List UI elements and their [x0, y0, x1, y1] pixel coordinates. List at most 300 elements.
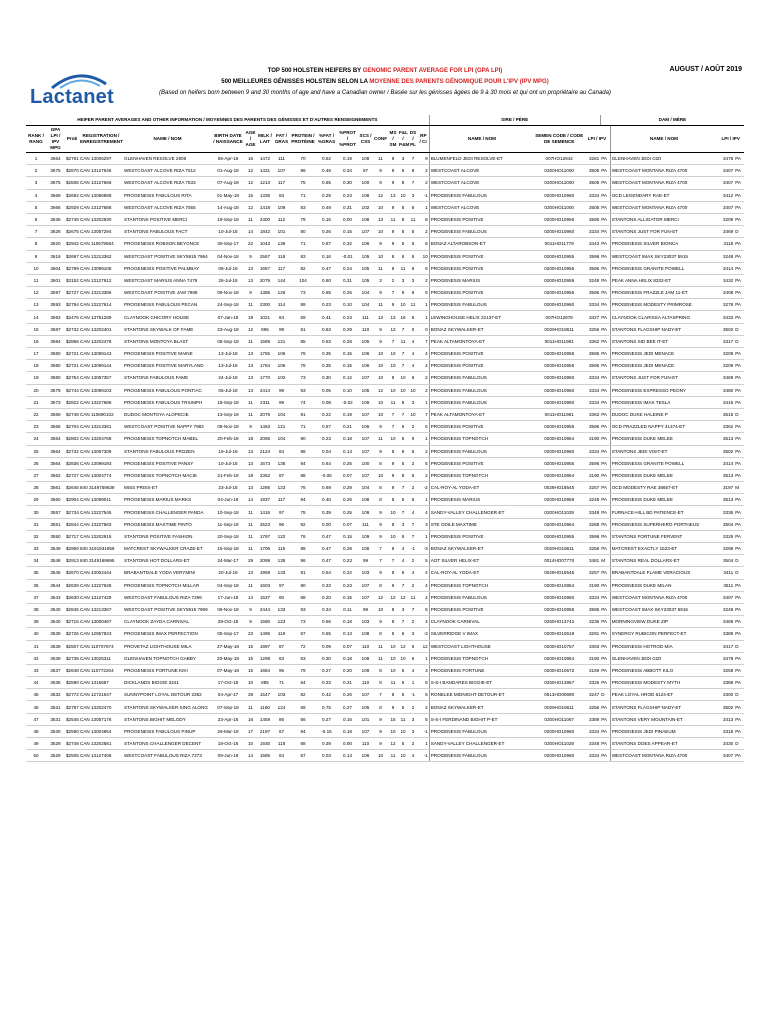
- table-cell: 1043: [257, 238, 273, 250]
- table-cell: 43: [26, 664, 46, 676]
- table-cell: 3197: [717, 482, 734, 494]
- table-cell: 3248: [717, 603, 734, 615]
- table-cell: 3540: [46, 603, 65, 615]
- table-cell: PROGENESIS FABULOUS: [429, 591, 534, 603]
- table-row: [26, 189, 744, 201]
- table-cell: 3443: [584, 238, 600, 250]
- table-cell: 5: [26, 201, 46, 213]
- table-cell: 76: [290, 482, 316, 494]
- table-cell: 7: [373, 689, 388, 701]
- table-cell: PA: [600, 262, 610, 274]
- table-cell: 48: [26, 725, 46, 737]
- table-cell: 22: [244, 238, 257, 250]
- table-cell: 2099: [257, 555, 273, 567]
- table-cell: 107: [358, 689, 373, 701]
- table-cell: STANTONS FABULOUS FACT: [123, 226, 212, 238]
- table-cell: 106: [358, 421, 373, 433]
- table-cell: PA: [734, 433, 744, 445]
- table-cell: 3: [408, 725, 418, 737]
- table-cell: 18: [26, 360, 46, 372]
- table-row: [26, 262, 744, 274]
- table-cell: 3596: [584, 530, 600, 542]
- table-cell: $2794: [65, 299, 79, 311]
- table-cell: 0.26: [337, 494, 358, 506]
- table-cell: 3393: [584, 640, 600, 652]
- table-cell: 3666: [46, 201, 65, 213]
- table-cell: 5: [398, 664, 408, 676]
- table-row: [26, 408, 744, 420]
- table-cell: 3543: [46, 591, 65, 603]
- table-cell: D: [734, 408, 744, 420]
- table-cell: PROGENESIS MODESTY MYTH: [610, 677, 717, 689]
- table-cell: 7: [373, 555, 388, 567]
- table-cell: PROVETAZ LIGHTHOUSE MILA: [123, 640, 212, 652]
- table-cell: 0513HO00690: [534, 689, 584, 701]
- table-cell: 4: [408, 348, 418, 360]
- table-cell: 2: [418, 445, 429, 457]
- table-cell: 3190: [584, 433, 600, 445]
- table-cell: 106: [273, 360, 290, 372]
- table-cell: PA: [734, 372, 744, 384]
- table-cell: $2721: [65, 348, 79, 360]
- table-cell: 17-Oct-18: [212, 677, 244, 689]
- table-cell: SYNERGY RUBICON PERFECT-ET: [610, 628, 717, 640]
- table-cell: 3190: [584, 579, 600, 591]
- table-cell: 20-Feb-18: [212, 433, 244, 445]
- table-cell: PROGENESIS MARIUS: [429, 494, 534, 506]
- table-cell: 106: [358, 348, 373, 360]
- table-cell: 3505: [584, 201, 600, 213]
- table-cell: 3530: [46, 725, 65, 737]
- table-cell: 0.29: [337, 482, 358, 494]
- table-row: [26, 323, 744, 335]
- table-cell: 0: [408, 323, 418, 335]
- table-cell: 0.69: [316, 482, 337, 494]
- table-cell: 3414: [717, 262, 734, 274]
- table-row: [26, 664, 744, 676]
- table-cell: CAN 13127429: [79, 591, 123, 603]
- table-cell: PA: [600, 153, 610, 165]
- column-header: SCS / CSS: [358, 126, 373, 153]
- table-cell: 0.15: [337, 226, 358, 238]
- table-cell: 5: [398, 701, 408, 713]
- table-cell: 24-Mar-17: [212, 555, 244, 567]
- table-cell: PA: [734, 591, 744, 603]
- table-cell: 109: [358, 396, 373, 408]
- table-cell: 17-Jun-18: [212, 591, 244, 603]
- table-cell: 0.65: [316, 177, 337, 189]
- table-cell: PA: [600, 372, 610, 384]
- table-cell: 11: [373, 299, 388, 311]
- table-cell: PA: [734, 262, 744, 274]
- table-cell: $2836: [65, 457, 79, 469]
- table-cell: 10: [26, 262, 46, 274]
- table-cell: 3596: [584, 603, 600, 615]
- table-cell: 3504: [717, 518, 734, 530]
- table-cell: 121: [273, 335, 290, 347]
- table-cell: 106: [358, 360, 373, 372]
- table-row: [26, 640, 744, 652]
- table-row: [26, 177, 744, 189]
- table-row: [26, 677, 744, 689]
- table-cell: 21-Feb-18: [212, 469, 244, 481]
- table-cell: 3593: [46, 299, 65, 311]
- table-cell: 10: [373, 603, 388, 615]
- table-cell: PROGENESIS JEDI PINAEUM: [610, 725, 717, 737]
- table-cell: 6: [418, 262, 429, 274]
- table-cell: 111: [358, 518, 373, 530]
- table-cell: 9: [373, 616, 388, 628]
- table-cell: 14: [244, 750, 257, 762]
- table-cell: 71: [290, 189, 316, 201]
- table-cell: PA: [600, 238, 610, 250]
- table-cell: 0200HO10960: [534, 725, 584, 737]
- table-cell: 1472: [257, 153, 273, 165]
- table-cell: CLAYNOOK CARNIVAL: [429, 616, 534, 628]
- table-cell: 107: [358, 408, 373, 420]
- table-cell: BONAZ ALTAROBSON-ET: [429, 238, 534, 250]
- table-cell: 11: [244, 543, 257, 555]
- table-cell: $2929: [65, 201, 79, 213]
- table-cell: 0029HO18611: [534, 701, 584, 713]
- table-cell: CAN 13025311: [79, 652, 123, 664]
- table-cell: 7: [398, 360, 408, 372]
- table-cell: PA: [600, 421, 610, 433]
- table-cell: 11: [244, 530, 257, 542]
- table-body: [26, 153, 744, 762]
- table-row: [26, 701, 744, 713]
- table-cell: 13: [373, 311, 388, 323]
- table-cell: 3480: [717, 384, 734, 396]
- table-cell: 95: [273, 664, 290, 676]
- table-cell: 101: [358, 713, 373, 725]
- table-cell: -0.01: [337, 250, 358, 262]
- table-cell: 3: [418, 518, 429, 530]
- table-cell: 106: [358, 543, 373, 555]
- table-cell: 117: [273, 494, 290, 506]
- table-cell: 0.65: [316, 287, 337, 299]
- lactanet-logo: [30, 72, 125, 106]
- table-cell: 3209: [717, 348, 734, 360]
- table-cell: 0.29: [337, 323, 358, 335]
- table-cell: 0.33: [316, 677, 337, 689]
- table-cell: 110: [358, 640, 373, 652]
- table-cell: 0.11: [337, 603, 358, 615]
- table-cell: 105: [358, 274, 373, 286]
- table-cell: 8: [373, 628, 388, 640]
- table-cell: WESTCOAST ALCOVE RIZA 7555: [123, 201, 212, 213]
- table-cell: 23: [244, 628, 257, 640]
- table-cell: 3: [408, 713, 418, 725]
- table-cell: 40: [26, 628, 46, 640]
- table-cell: 0.41: [316, 311, 337, 323]
- table-cell: CAN 13227688: [79, 396, 123, 408]
- table-cell: PROGENESIS GRANITE POWELL: [610, 262, 717, 274]
- table-cell: 97: [273, 579, 290, 591]
- table-cell: 7: [418, 408, 429, 420]
- table-cell: 3531: [46, 713, 65, 725]
- table-cell: CAN 110690102: [79, 408, 123, 420]
- table-cell: 0.24: [337, 262, 358, 274]
- table-cell: 9: [373, 713, 388, 725]
- table-cell: 3408: [717, 287, 734, 299]
- table-cell: PA: [734, 274, 744, 286]
- table-cell: 1385: [257, 287, 273, 299]
- table-cell: 9: [388, 579, 398, 591]
- table-cell: 9: [244, 250, 257, 262]
- table-cell: 2: [418, 701, 429, 713]
- table-cell: 3505: [584, 177, 600, 189]
- table-row: [26, 372, 744, 384]
- table-cell: 10: [388, 433, 398, 445]
- table-cell: 3478: [717, 153, 734, 165]
- table-cell: 2300: [257, 299, 273, 311]
- table-cell: 6: [408, 445, 418, 457]
- table-cell: 0200HO11067: [534, 713, 584, 725]
- table-cell: 94: [290, 725, 316, 737]
- table-cell: 007HO12978: [534, 311, 584, 323]
- table-cell: 0200HO10960: [534, 226, 584, 238]
- table-cell: 11: [373, 640, 388, 652]
- table-row: [26, 725, 744, 737]
- table-cell: 0.13: [337, 628, 358, 640]
- table-cell: 2: [418, 177, 429, 189]
- table-cell: 2: [408, 616, 418, 628]
- table-cell: CAN 13204768: [79, 433, 123, 445]
- table-cell: 06-Nov-18: [212, 603, 244, 615]
- table-cell: 18-Sep-18: [212, 396, 244, 408]
- table-cell: 97: [273, 506, 290, 518]
- table-cell: PA: [600, 603, 610, 615]
- table-cell: STANTONS DOES APPEAR-ET: [610, 738, 717, 750]
- table-cell: PROGENESIS GRANITE POWELL: [610, 457, 717, 469]
- table-cell: 0.26: [337, 689, 358, 701]
- table-cell: PA: [600, 384, 610, 396]
- table-cell: 3596: [584, 287, 600, 299]
- table-cell: PA: [734, 530, 744, 542]
- table-cell: PROGENESIS FABULOUS TRIUMPH: [123, 396, 212, 408]
- table-cell: DUDOC MONTOYA ALOPECIE: [123, 408, 212, 420]
- table-cell: STANTONS SKYWALK OF FAME: [123, 323, 212, 335]
- table-cell: 3318: [717, 725, 734, 737]
- table-cell: MATCREST EXACTLY 1523-ET: [610, 543, 717, 555]
- table-cell: PA: [600, 640, 610, 652]
- table-cell: 79: [290, 664, 316, 676]
- table-cell: 106: [358, 238, 373, 250]
- table-cell: 68: [290, 591, 316, 603]
- table-cell: 0.48: [316, 165, 337, 177]
- table-cell: 3407: [717, 591, 734, 603]
- table-cell: 104: [273, 433, 290, 445]
- table-cell: 24-Sep-18: [212, 299, 244, 311]
- report-date: AUGUST / AOÛT 2019: [669, 66, 742, 73]
- table-cell: 15: [244, 664, 257, 676]
- table-cell: PA: [734, 299, 744, 311]
- table-cell: CAN 13202401: [79, 323, 123, 335]
- table-cell: 0200HO11028: [534, 506, 584, 518]
- table-cell: 3334: [584, 750, 600, 762]
- table-cell: 8: [388, 567, 398, 579]
- table-cell: PEAK LOYAL HROD 6124-ET: [610, 689, 717, 701]
- table-cell: 105: [358, 335, 373, 347]
- table-cell: STANTONS FLAGSHIP NADY-ET: [610, 701, 717, 713]
- table-cell: CAN 13099011: [79, 494, 123, 506]
- column-header: F&L / P&M: [398, 126, 408, 153]
- table-cell: 0029HO18611: [534, 323, 584, 335]
- table-cell: WESTCOAST MONTANA RIZA 4700: [610, 591, 717, 603]
- table-cell: 42: [26, 652, 46, 664]
- table-cell: PROGENESIS FORTUNE: [429, 664, 534, 676]
- table-cell: 3432: [717, 274, 734, 286]
- table-cell: 10: [388, 640, 398, 652]
- table-cell: $2645: [65, 482, 79, 494]
- table-cell: 115: [273, 543, 290, 555]
- table-cell: PA: [600, 360, 610, 372]
- table-cell: $2670: [65, 567, 79, 579]
- table-cell: PA: [734, 616, 744, 628]
- table-cell: 9: [373, 506, 388, 518]
- table-cell: 10: [373, 750, 388, 762]
- table-cell: 39: [26, 616, 46, 628]
- table-cell: 10-Sep-18: [212, 506, 244, 518]
- table-cell: PA: [600, 201, 610, 213]
- table-cell: 46: [26, 701, 46, 713]
- table-cell: 8: [408, 165, 418, 177]
- table-cell: 3569: [46, 408, 65, 420]
- table-cell: 3601: [46, 274, 65, 286]
- table-cell: 73: [290, 616, 316, 628]
- table-cell: 0.33: [316, 579, 337, 591]
- table-cell: PROGENESIS POSITIVE MAINE: [123, 348, 212, 360]
- table-cell: 0.08: [316, 396, 337, 408]
- table-cell: 6: [388, 494, 398, 506]
- table-cell: SILVERRIDGE V IMAX: [429, 628, 534, 640]
- table-cell: 1580: [257, 616, 273, 628]
- table-cell: RONELEE MIDNIGHT DETOUR-ET: [429, 689, 534, 701]
- table-cell: 0.25: [337, 506, 358, 518]
- table-cell: 76: [290, 348, 316, 360]
- table-cell: CAN 13057176: [79, 713, 123, 725]
- table-cell: 10: [418, 250, 429, 262]
- table-cell: 101: [273, 226, 290, 238]
- table-cell: 0: [418, 323, 429, 335]
- title-english: [130, 66, 640, 77]
- table-cell: 07-Jan-18: [212, 311, 244, 323]
- table-cell: 3414: [717, 457, 734, 469]
- table-cell: 47: [26, 713, 46, 725]
- table-cell: PROGENESIS IMAX PERFECTION: [123, 628, 212, 640]
- table-cell: 4: [418, 348, 429, 360]
- table-cell: 15: [244, 189, 257, 201]
- table-cell: 11: [244, 408, 257, 420]
- table-cell: 3334: [584, 396, 600, 408]
- table-cell: 96: [273, 518, 290, 530]
- table-cell: 0.23: [337, 555, 358, 567]
- table-cell: BONAZ SKYWALKER-ET: [429, 543, 534, 555]
- table-cell: 9: [373, 335, 388, 347]
- table-cell: 87: [273, 469, 290, 481]
- table-cell: 5: [408, 311, 418, 323]
- table-cell: 3549: [46, 543, 65, 555]
- table-cell: 1: [26, 153, 46, 165]
- table-cell: 0.32: [337, 238, 358, 250]
- table-cell: PROGENESIS IMAX TESLA: [610, 396, 717, 408]
- table-cell: 0200HO10960: [534, 299, 584, 311]
- table-cell: $2476: [65, 311, 79, 323]
- table-cell: 5: [388, 628, 398, 640]
- table-cell: 0200HO11000: [534, 177, 584, 189]
- table-cell: 8: [388, 445, 398, 457]
- table-cell: 44: [26, 677, 46, 689]
- table-cell: 3407: [717, 201, 734, 213]
- table-cell: 12: [373, 384, 388, 396]
- table-cell: 3529: [46, 750, 65, 762]
- table-cell: 2: [408, 457, 418, 469]
- table-cell: 3580: [46, 372, 65, 384]
- table-cell: 11: [388, 396, 398, 408]
- table-cell: 0.10: [337, 384, 358, 396]
- table-cell: 0.13: [337, 445, 358, 457]
- table-cell: 108: [358, 213, 373, 225]
- table-row: [26, 494, 744, 506]
- table-cell: 9: [388, 469, 398, 481]
- table-cell: 3513: [717, 433, 734, 445]
- table-cell: 7: [388, 287, 398, 299]
- table-cell: 12: [26, 287, 46, 299]
- table-cell: 0029HO18545: [534, 567, 584, 579]
- table-row: [26, 348, 744, 360]
- table-cell: 13: [26, 299, 46, 311]
- table-cell: 3511: [717, 579, 734, 591]
- table-cell: 1: [418, 396, 429, 408]
- table-cell: PA: [600, 628, 610, 640]
- table-cell: PA: [600, 177, 610, 189]
- table-cell: CLAYNOOK ZAYDA CARNIVAL: [123, 616, 212, 628]
- table-cell: PROGENESIS FORTUNE KIKI: [123, 664, 212, 676]
- table-cell: PROGENESIS TOPNOTCH MACIE: [123, 469, 212, 481]
- table-cell: PROGENESIS POSITIVE: [429, 421, 534, 433]
- column-group-row: [26, 115, 744, 126]
- table-cell: 8: [373, 482, 388, 494]
- table-cell: 12: [373, 591, 388, 603]
- table-cell: 10: [398, 725, 408, 737]
- table-cell: 0.75: [316, 701, 337, 713]
- table-row: [26, 299, 744, 311]
- table-cell: $2727: [65, 287, 79, 299]
- table-cell: 3587: [46, 323, 65, 335]
- table-cell: 05-Jul-18: [212, 384, 244, 396]
- table-cell: 10: [388, 664, 398, 676]
- table-cell: 0200HO10960: [534, 189, 584, 201]
- table-cell: 4: [418, 567, 429, 579]
- table-cell: WESTCOAST ALCOVE RIZA 7512: [123, 165, 212, 177]
- table-cell: PA: [734, 189, 744, 201]
- table-cell: PA: [600, 482, 610, 494]
- table-cell: 3: [418, 664, 429, 676]
- table-cell: 3: [373, 274, 388, 286]
- table-cell: 2: [408, 738, 418, 750]
- table-cell: 10: [388, 506, 398, 518]
- table-cell: 107: [358, 725, 373, 737]
- table-cell: PA: [600, 408, 610, 420]
- table-cell: STANTONS VERY MOUNTAIN-ET: [610, 713, 717, 725]
- table-cell: 11: [408, 213, 418, 225]
- table-cell: 50: [26, 750, 46, 762]
- table-cell: D: [734, 555, 744, 567]
- table-cell: PA: [734, 543, 744, 555]
- table-cell: 22: [26, 408, 46, 420]
- table-cell: 3502: [717, 701, 734, 713]
